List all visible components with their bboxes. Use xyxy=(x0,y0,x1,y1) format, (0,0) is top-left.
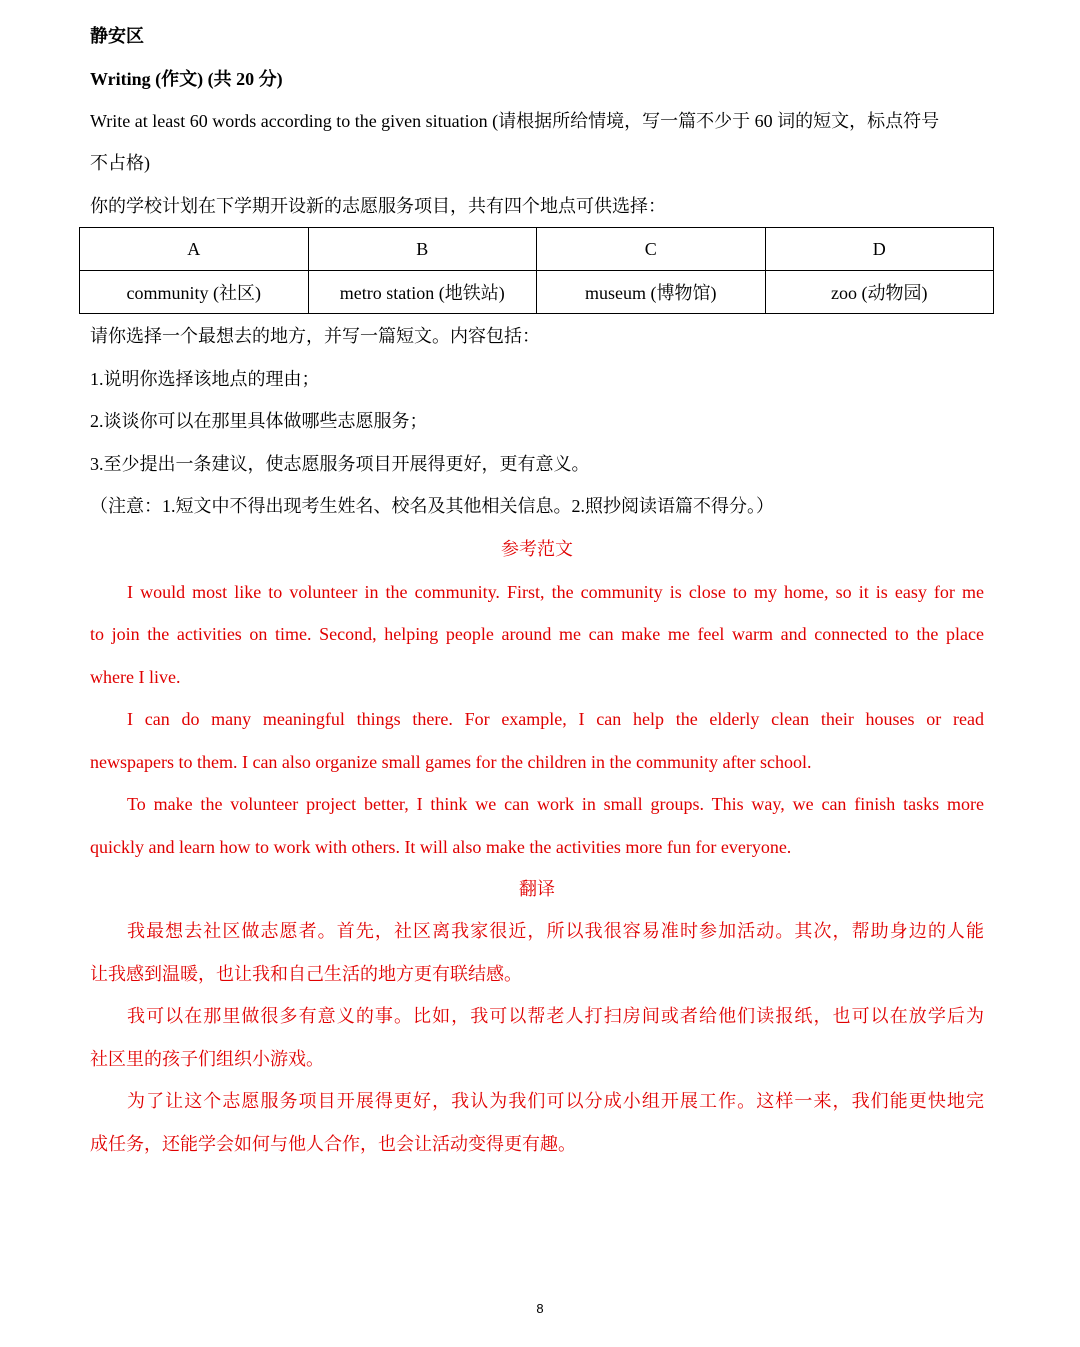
sample-essay-line: quickly and learn how to work with others. It will also make the activities more fun for everyone. xyxy=(90,837,792,857)
table-cell: zoo (动物园) xyxy=(765,271,994,314)
table-row xyxy=(80,271,994,314)
table-cell: community (社区) xyxy=(80,271,309,314)
sample-essay-line: newspapers to them. I can also organize small games for the children in the community after school. xyxy=(90,752,812,772)
instruction-line-2: 不占格) xyxy=(90,153,150,173)
translation-line: 我可以在那里做很多有意义的事。比如，我可以帮老人打扫房间或者给他们读报纸，也可以在放学后为 xyxy=(127,1006,984,1026)
district-label: 静安区 xyxy=(90,26,144,46)
translation-line: 成任务，还能学会如何与他人合作，也会让活动变得更有趣。 xyxy=(90,1134,576,1154)
sample-essay-line: To make the volunteer project better, I think we can work in small groups. This way, we can finish tasks more xyxy=(127,794,984,814)
table-header-cell: A xyxy=(80,228,309,271)
requirement-item: 2.谈谈你可以在那里具体做哪些志愿服务； xyxy=(90,411,428,431)
sample-essay-line: to join the activities on time. Second, helping people around me can make me feel warm and connected to the place xyxy=(90,624,984,644)
translation-line: 为了让这个志愿服务项目开展得更好，我认为我们可以分成小组开展工作。这样一来，我们能更快地完 xyxy=(127,1091,984,1111)
section-heading: Writing (作文) (共 20 分) xyxy=(90,69,283,89)
table-header-cell: C xyxy=(537,228,766,271)
sample-essay-title: 参考范文 xyxy=(501,539,573,559)
table-header-cell: B xyxy=(308,228,537,271)
location-choices-table xyxy=(79,227,994,314)
requirement-item: 3.至少提出一条建议，使志愿服务项目开展得更好，更有意义。 xyxy=(90,454,590,474)
requirement-item: 1.说明你选择该地点的理由； xyxy=(90,369,320,389)
translation-line: 让我感到温暖，也让我和自己生活的地方更有联结感。 xyxy=(90,964,522,984)
table-header-cell: D xyxy=(765,228,994,271)
sample-essay-line: I would most like to volunteer in the community. First, the community is close to my home, so it is easy for me xyxy=(127,582,984,602)
table-cell: metro station (地铁站) xyxy=(308,271,537,314)
instruction-line-1: Write at least 60 words according to the given situation (请根据所给情境，写一篇不少于 60 词的短文，标点符号 xyxy=(90,111,940,131)
sample-essay-line: I can do many meaningful things there. For example, I can help the elderly clean their houses or read xyxy=(127,709,984,729)
table-cell: museum (博物馆) xyxy=(537,271,766,314)
situation-text: 你的学校计划在下学期开设新的志愿服务项目，共有四个地点可供选择： xyxy=(90,196,666,216)
requirements-intro: 请你选择一个最想去的地方，并写一篇短文。内容包括： xyxy=(90,326,540,346)
translation-line: 我最想去社区做志愿者。首先，社区离我家很近，所以我很容易准时参加活动。其次，帮助身边的人能 xyxy=(127,921,984,941)
translation-line: 社区里的孩子们组织小游戏。 xyxy=(90,1049,324,1069)
note-text: （注意：1.短文中不得出现考生姓名、校名及其他相关信息。2.照抄阅读语篇不得分。） xyxy=(90,496,774,516)
table-header-row xyxy=(80,228,994,271)
translation-title: 翻译 xyxy=(519,879,555,899)
sample-essay-line: where I live. xyxy=(90,667,181,687)
page-number: 8 xyxy=(536,1301,544,1316)
